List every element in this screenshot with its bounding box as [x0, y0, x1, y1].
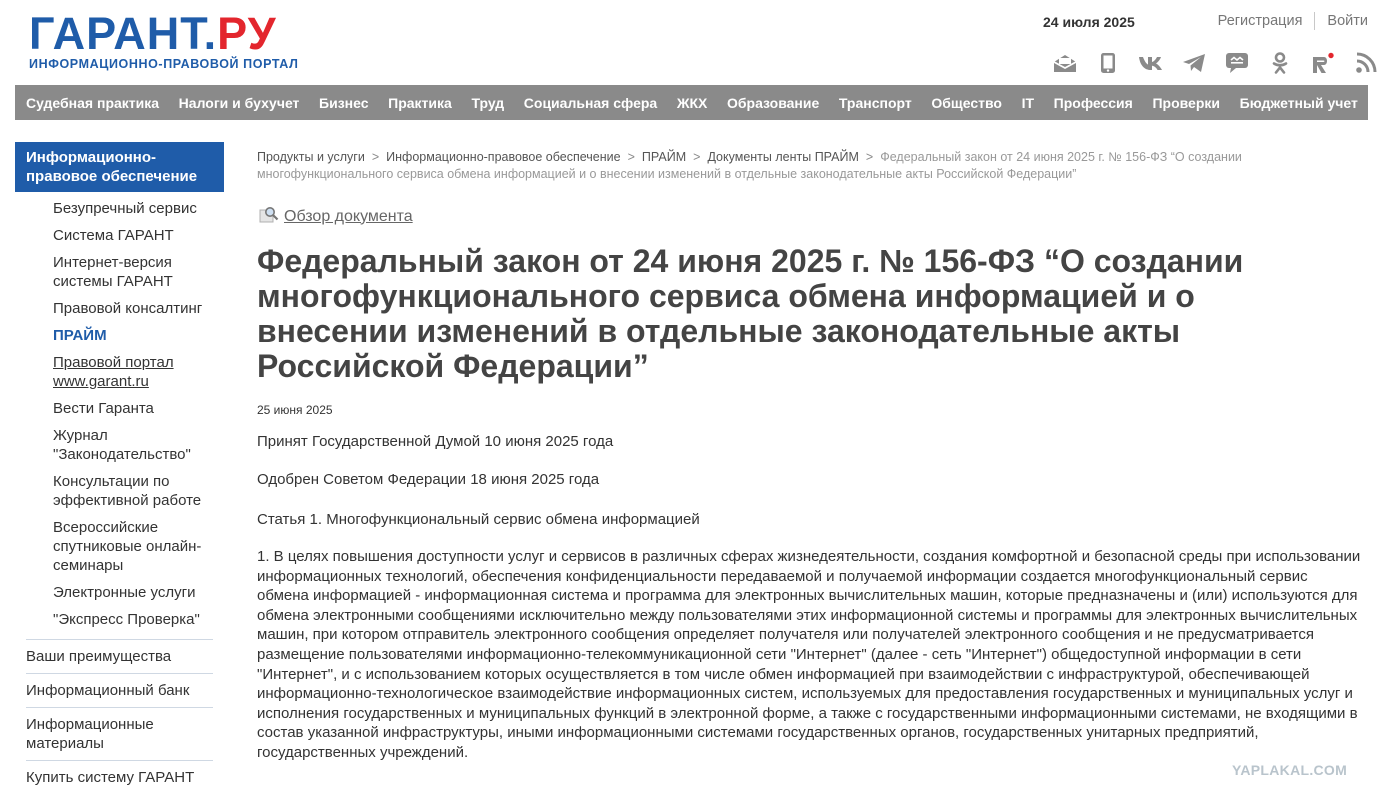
rss-icon[interactable]	[1344, 50, 1387, 76]
logo-garant-text: ГАРАНТ	[29, 8, 204, 59]
document-title: Федеральный закон от 24 июня 2025 г. № 156-ФЗ “О создании многофункционального сервиса обмена информацией и о внесении изменений в отдельные законодательные акты Российской Федерации”	[257, 243, 1244, 384]
nav-item-labor[interactable]: Труд	[471, 94, 505, 111]
approved-text: Одобрен Советом Федерации 18 июня 2025 года	[257, 471, 600, 488]
nav-item-social[interactable]: Социальная сфера	[523, 94, 658, 111]
sidebar-subitem-prime[interactable]: ПРАЙМ	[53, 327, 107, 344]
breadcrumb-separator: >	[371, 150, 380, 164]
sidebar-subitem-legal-portal[interactable]: Правовой портал www.garant.ru	[53, 354, 174, 390]
telegram-icon[interactable]	[1172, 50, 1215, 76]
logo-ru-text: РУ	[217, 8, 277, 59]
document-overview-link[interactable]	[259, 205, 413, 228]
breadcrumb-item-legal-support[interactable]: Информационно-правовое обеспечение	[386, 150, 621, 164]
register-link[interactable]: Регистрация	[1217, 13, 1303, 29]
sidebar	[15, 142, 224, 794]
breadcrumb-item-products[interactable]: Продукты и услуги	[257, 150, 365, 164]
article-paragraph: 1. В целях повышения доступности услуг и сервисов в различных сферах жизнедеятельности, создания комфортной и безопасной среды при использовании информационных технологий, обеспечения конфиденциальности передаваемой и получаемой информации создается многофункциональный сервис обмена информацией - информационная система и программа для электронных вычислительных машин, которые предназначены и (или) используются для обмена электронными сообщениями исключительно между пользователями этих информационной системы и программы для электронных вычислительных машин, при котором отправитель электронного сообщения определяет получателя или получателей электронного сообщения и не предусматривается размещение пользователями информационно-телекоммуникационной сети "Интернет" (далее - сеть "Интернет") общедоступной информации в сети "Интернет", и с использованием которых осуществляется в том числе обмен информацией при взаимодействии с инфраструктурой, обеспечивающей информационно-технологическое взаимодействие информационных систем, используемых для предоставления государственных и муниципальных услуг и исполнения государственных и муниципальных функций в электронной форме, а также с государственными информационными системами, не входящими в состав указанной инфраструктуры, иными информационными системами государственных органов, государственных унитарных предприятий, государственных учреждений.	[257, 548, 1361, 761]
breadcrumb-separator: >	[627, 150, 635, 164]
sidebar-subitem-news[interactable]: Вести Гаранта	[53, 400, 154, 417]
site-logo[interactable]	[29, 8, 299, 71]
mobile-icon[interactable]	[1086, 50, 1129, 76]
breadcrumb-current: Федеральный закон от 24 июня 2025 г. № 156-ФЗ “О создании многофункционального сервиса обмена информацией и о внесении изменений в отдельные законодательные акты Российской Федерации”	[257, 150, 1242, 181]
sidebar-subitem-e-services[interactable]: Электронные услуги	[53, 584, 196, 601]
nav-item-transport[interactable]: Транспорт	[838, 94, 912, 111]
nav-item-society[interactable]: Общество	[931, 94, 1002, 111]
logo-dot-text: .	[203, 8, 218, 59]
sidebar-item-buy[interactable]: Купить систему ГАРАНТ	[26, 760, 213, 794]
main-nav	[15, 85, 1368, 120]
watermark: YAPLAKAL.COM	[1232, 762, 1348, 778]
nav-item-housing[interactable]: ЖКХ	[676, 94, 708, 111]
sidebar-subitem-service[interactable]: Безупречный сервис	[53, 200, 197, 217]
breadcrumb-item-prime[interactable]: ПРАЙМ	[641, 150, 687, 164]
sidebar-item-advantages[interactable]: Ваши преимущества	[26, 639, 213, 673]
magnifier-icon	[259, 205, 279, 228]
sidebar-subitem-consulting[interactable]: Правовой консалтинг	[53, 300, 203, 317]
breadcrumb	[257, 149, 1337, 183]
nav-item-taxes[interactable]: Налоги и бухучет	[178, 94, 300, 111]
sidebar-subitem-consultations[interactable]: Консультации по эффективной работе	[53, 473, 202, 509]
nav-item-budget[interactable]: Бюджетный учет	[1239, 94, 1358, 111]
nav-item-practice[interactable]: Практика	[388, 94, 452, 111]
auth-divider	[1314, 12, 1315, 30]
sidebar-subitem-seminars[interactable]: Всероссийские спутниковые онлайн-семинары	[53, 519, 202, 574]
sidebar-submenu	[15, 192, 224, 639]
messenger-icon[interactable]	[1215, 50, 1258, 76]
rutube-icon[interactable]	[1301, 50, 1344, 76]
breadcrumb-item-prime-docs[interactable]: Документы ленты ПРАЙМ	[707, 150, 859, 164]
login-link[interactable]: Войти	[1327, 13, 1368, 29]
nav-item-education[interactable]: Образование	[727, 94, 820, 111]
logo-wordmark	[29, 8, 298, 59]
nav-item-business[interactable]: Бизнес	[319, 94, 369, 111]
sidebar-item-info-bank[interactable]: Информационный банк	[26, 673, 213, 707]
nav-item-profession[interactable]: Профессия	[1053, 94, 1133, 111]
nav-item-it[interactable]: IT	[1021, 94, 1035, 111]
sidebar-subitem-garant-system[interactable]: Система ГАРАНТ	[53, 227, 174, 244]
sidebar-subitem-express-check[interactable]: "Экспресс Проверка"	[53, 611, 200, 628]
logo-subtitle: ИНФОРМАЦИОННО-ПРАВОВОЙ ПОРТАЛ	[29, 57, 299, 71]
sidebar-subitem-journal[interactable]: Журнал "Законодательство"	[53, 427, 191, 463]
article-title: Статья 1. Многофункциональный сервис обмена информацией	[257, 511, 700, 528]
sidebar-main-menu	[15, 639, 224, 794]
adopted-text: Принят Государственной Думой 10 июня 2025 года	[257, 433, 614, 450]
nav-item-court-practice[interactable]: Судебная практика	[26, 94, 160, 111]
nav-item-inspections[interactable]: Проверки	[1152, 94, 1221, 111]
odnoklassniki-icon[interactable]	[1258, 50, 1301, 76]
sidebar-item-info-materials[interactable]: Информационные материалы	[26, 707, 213, 760]
breadcrumb-separator: >	[693, 150, 701, 164]
sidebar-subitem-internet-version[interactable]: Интернет-версия системы ГАРАНТ	[53, 254, 173, 290]
breadcrumb-separator: >	[865, 150, 874, 164]
document-date: 25 июня 2025	[257, 403, 333, 417]
header-date: 24 июля 2025	[1043, 14, 1135, 30]
social-icons	[1043, 50, 1387, 76]
overview-label[interactable]: Обзор документа	[284, 207, 413, 225]
mail-icon[interactable]	[1043, 50, 1086, 76]
vk-icon[interactable]	[1129, 50, 1172, 76]
auth-links	[1218, 12, 1368, 30]
sidebar-item-legal-support[interactable]: Информационно-правовое обеспечение	[15, 142, 224, 192]
